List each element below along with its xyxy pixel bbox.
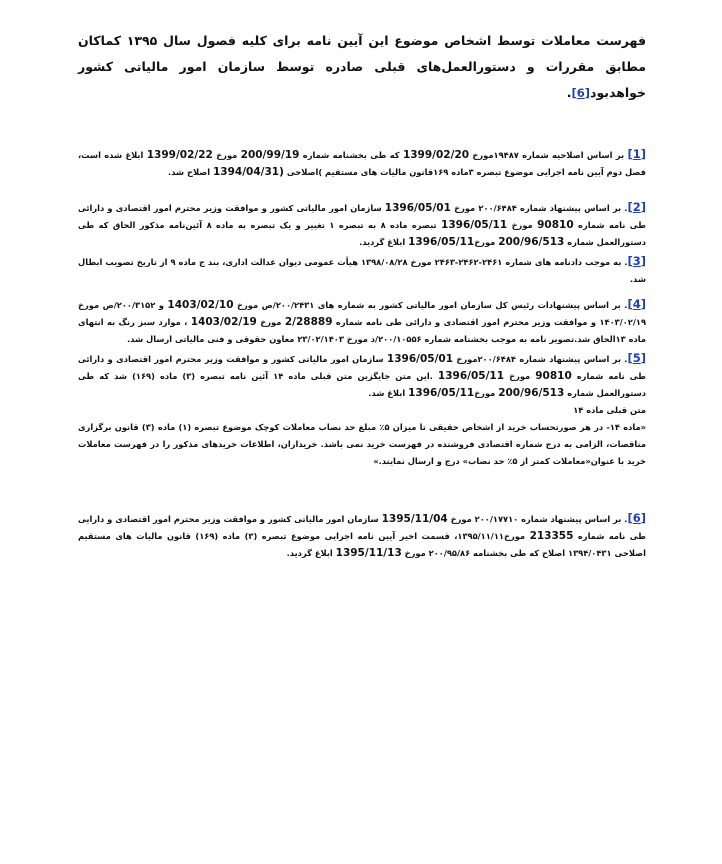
footnote-6: [6]. بر اساس پیشنهاد شماره ۲۰۰/۱۷۷۱۰ مورخ 1395/11/04 سازمان امور مالیاتی کشور و موافقت وزیر محترم امور اقتصادی و دارایی طی نامه شماره 213355 مورخ۱۳۹۵/۱۱/۱۱، قسمت اخیر آیین نامه اجرایی موضوع تبصره (۳) ماده (۱۶۹) قانون مالیات های مستقیم اصلاحی ۱۳۹۴/۰۴۳۱ اصلاح که طی بخشنامه ۲۰۰/۹۵/۸۶ مورخ 1395/11/13 ابلاغ گردید. (78, 511, 647, 559)
footnote-5: [5]. بر اساس پیشنهاد شماره ۲۰۰/۶۴۸۴مورخ 1396/05/01 سازمان امور مالیاتی کشور و موافقت وزیر محترم امور اقتصادی و دارائی طی نامه شماره 90810 مورخ 1396/05/11 .این متن جایگزین متن قبلی ماده ۱۴ آئین نامه تبصره (۳) ماده (۱۶۹) شد که طی دستورالعمل شماره 200/96/513 مورخ1396/05/11 ابلاغ شد. (78, 351, 646, 399)
footnote-3: [3]. به موجب دادنامه های شماره ۲۴۶۱-۲۴۶۲-۲۴۶۳ مورخ ۱۳۹۸/۰۸/۲۸ هیأت عمومی دیوان عدالت اداری، بند ج ماده ۹ از تاریخ تصویب ابطال شد. (78, 254, 647, 284)
footnote-1: [1] بر اساس اصلاحیه شماره ۱۹۴۸۷مورخ 1399/02/20 که طی بخشنامه شماره 200/99/19 مورخ 1399/02/22 ابلاغ شده است، فصل دوم آیین نامه اجرایی موضوع تبصره ۳ماده ۱۶۹قانون مالیات های مستقیم )اصلاحی (1394/04/31 اصلاح شد. (78, 147, 646, 178)
footnote-3-ref[interactable]: [3] (627, 254, 647, 268)
footnote-6-ref[interactable]: [6] (627, 511, 647, 525)
footnote-2: [2]. بر اساس پیشنهاد شماره ۲۰۰/۶۴۸۴ مورخ 1396/05/01 سازمان امور مالیاتی کشور و موافقت وزیر محترم امور اقتصادی و دارائی طی نامه شماره 90810 مورخ 1396/05/11 تبصره ماده ۸ به تبصره ۱ تغییر و یک تبصره به ماده ۸ آئین‌نامه مذکور الحاق که طی دستورالعمل شماره 200/96/513 مورخ1396/05/11 ابلاغ گردید. (78, 200, 646, 248)
page-heading: فهرست معاملات توسط اشخاص موضوع این آیین نامه برای کلیه فصول سال ۱۳۹۵ کماکان مطابق مقررات و دستورالعمل‌های قبلی صادره توسط سازمان امور مالیاتی کشور خواهدبود[6]. (78, 33, 646, 100)
footnote-5-ref[interactable]: [5] (627, 351, 646, 365)
previous-text-label: متن قبلی ماده ۱۴ (573, 405, 646, 415)
footnote-2-ref[interactable]: [2] (627, 200, 646, 214)
footnote-1-ref[interactable]: [1] (627, 147, 646, 161)
previous-article-text: «ماده ۱۴- در هر صورتحساب خرید از اشخاص حقیقی تا میزان ۵٪ مبلغ حد نصاب معاملات کوچک موضوع تبصره (۱) ماده (۳) قانون برگزاری مناقصات، الزامی به درج شماره اقتصادی فروشنده در فهرست خرید نمی باشد. خریداران، اطلاعات خریدهای مذکور را در فهرست معاملات خرید با عنوان«معاملات کمتر از ۵٪ حد نصاب» درج و ارسال نمایند.» (78, 422, 646, 466)
heading-footnote-link[interactable]: [6] (571, 86, 591, 100)
footnote-4: [4]. بر اساس پیشنهادات رئیس کل سازمان امور مالیاتی کشور به شماره های ۲۰۰/۲۴۳۱/ص مورخ 1403/02/10 و ۲۰۰/۳۱۵۲/ص مورخ ۱۴۰۳/۰۲/۱۹ و موافقت وزیر محترم امور اقتصادی و دارائی طی نامه شماره 2/28889 مورخ 1403/02/19 ، موارد سبز رنگ به انتهای ماده ۱۳الحاق شد.تصویر نامه به موجب بخشنامه شماره ۲۰۰/۱۰۵۵۶/د مورخ ۲۳/۰۲/۱۴۰۳ معاون حقوقی و فنی مالیاتی ارسال شد. (78, 297, 647, 344)
footnote-4-ref[interactable]: [4] (627, 297, 646, 311)
